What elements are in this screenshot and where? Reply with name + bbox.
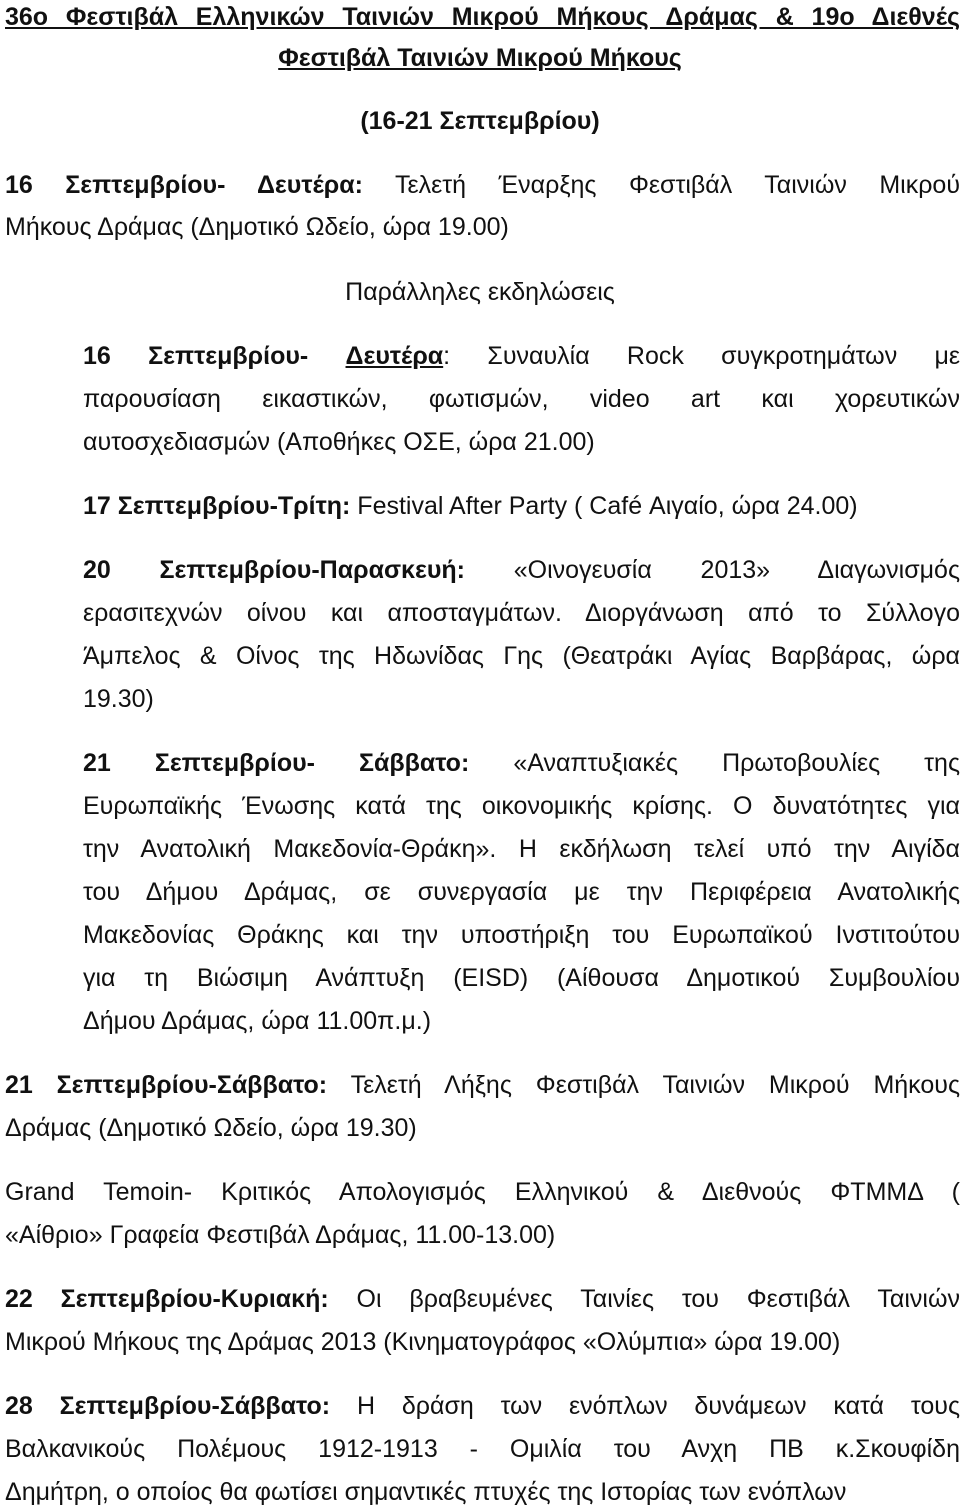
eu-initiatives-line-2: Ευρωπαϊκής Ένωσης κατά της οικονομικής κρίσης. Ο δυνατότητες για bbox=[83, 792, 960, 820]
wine-tasting-line-2: ερασιτεχνών οίνου και αποσταγμάτων. Διοργάνωση από το Σύλλογο bbox=[83, 599, 960, 627]
balkan-wars-line-3: Δημήτρη, ο οποίος θα φωτίσει σημαντικές πτυχές της Ιστορίας των ενόπλων bbox=[5, 1478, 847, 1506]
parallel-events-heading: Παράλληλες εκδηλώσεις bbox=[345, 278, 615, 306]
wine-tasting-line-3: Άμπελος & Οίνος της Ηδωνίδας Γης (Θεατράκι Αγίας Βαρβάρας, ώρα bbox=[83, 642, 960, 670]
awarded-films-line-1: 22 Σεπτεμβρίου-Κυριακή: Οι βραβευμένες Ταινίες του Φεστιβάλ Ταινιών bbox=[5, 1285, 960, 1313]
closing-ceremony-line-2: Δράμας (Δημοτικό Ωδείο, ώρα 19.30) bbox=[5, 1114, 417, 1142]
eu-initiatives-line-1: 21 Σεπτεμβρίου- Σάββατο: «Αναπτυξιακές Πρωτοβουλίες της bbox=[83, 749, 960, 777]
after-party-line: 17 Σεπτεμβρίου-Τρίτη: Festival After Party ( Café Αιγαίο, ώρα 24.00) bbox=[83, 492, 858, 520]
opening-ceremony-line-1: 16 Σεπτεμβρίου- Δευτέρα: Τελετή Έναρξης Φεστιβάλ Ταινιών Μικρού bbox=[5, 171, 960, 199]
eu-initiatives-line-5: Μακεδονίας Θράκης και την υποστήριξη του Ευρωπαϊκού Ινστιτούτου bbox=[83, 921, 960, 949]
awarded-films-line-2: Μικρού Μήκους της Δράμας 2013 (Κινηματογράφος «Ολύμπια» ώρα 19.00) bbox=[5, 1328, 841, 1356]
rock-concert-line-1: 16 Σεπτεμβρίου- Δευτέρα: Συναυλία Rock συγκροτημάτων με bbox=[83, 342, 960, 370]
balkan-wars-line-1: 28 Σεπτεμβρίου-Σάββατο: Η δράση των ενόπλων δυνάμεων κατά τους bbox=[5, 1392, 960, 1420]
grand-temoin-line-2: «Αίθριο» Γραφεία Φεστιβάλ Δράμας, 11.00-13.00) bbox=[5, 1221, 556, 1249]
balkan-wars-line-2: Βαλκανικούς Πολέμους 1912-1913 - Ομιλία του Ανχη ΠΒ κ.Σκουφίδη bbox=[5, 1435, 960, 1463]
rock-concert-line-2: παρουσίαση εικαστικών, φωτισμών, video art και χορευτικών bbox=[83, 385, 960, 413]
title-line-2: Φεστιβάλ Ταινιών Μικρού Μήκους bbox=[278, 44, 682, 72]
opening-ceremony-line-2: Μήκους Δράμας (Δημοτικό Ωδείο, ώρα 19.00) bbox=[5, 213, 509, 241]
eu-initiatives-line-4: του Δήμου Δράμας, σε συνεργασία με την Περιφέρεια Ανατολικής bbox=[83, 878, 960, 906]
wine-tasting-line-4: 19.30) bbox=[83, 685, 154, 713]
closing-ceremony-line-1: 21 Σεπτεμβρίου-Σάββατο: Τελετή Λήξης Φεστιβάλ Ταινιών Μικρού Μήκους bbox=[5, 1071, 960, 1099]
eu-initiatives-line-6: για τη Βιώσιμη Ανάπτυξη (EISD) (Αίθουσα Δημοτικού Συμβουλίου bbox=[83, 964, 960, 992]
grand-temoin-line-1: Grand Temoin- Κριτικός Απολογισμός Ελληνικού & Διεθνούς ΦΤΜΜΔ ( bbox=[5, 1178, 960, 1206]
wine-tasting-line-1: 20 Σεπτεμβρίου-Παρασκευή: «Οινογευσία 2013» Διαγωνισμός bbox=[83, 556, 960, 584]
title-line-1: 36ο Φεστιβάλ Ελληνικών Ταινιών Μικρού Μήκους Δράμας & 19ο Διεθνές bbox=[5, 3, 960, 31]
rock-concert-line-3: αυτοσχεδιασμών (Αποθήκες ΟΣΕ, ώρα 21.00) bbox=[83, 428, 595, 456]
festival-dates: (16-21 Σεπτεμβρίου) bbox=[360, 107, 600, 135]
eu-initiatives-line-7: Δήμου Δράμας, ώρα 11.00π.μ.) bbox=[83, 1007, 432, 1035]
eu-initiatives-line-3: την Ανατολική Μακεδονία-Θράκη». Η εκδήλωση τελεί υπό την Αιγίδα bbox=[83, 835, 960, 863]
